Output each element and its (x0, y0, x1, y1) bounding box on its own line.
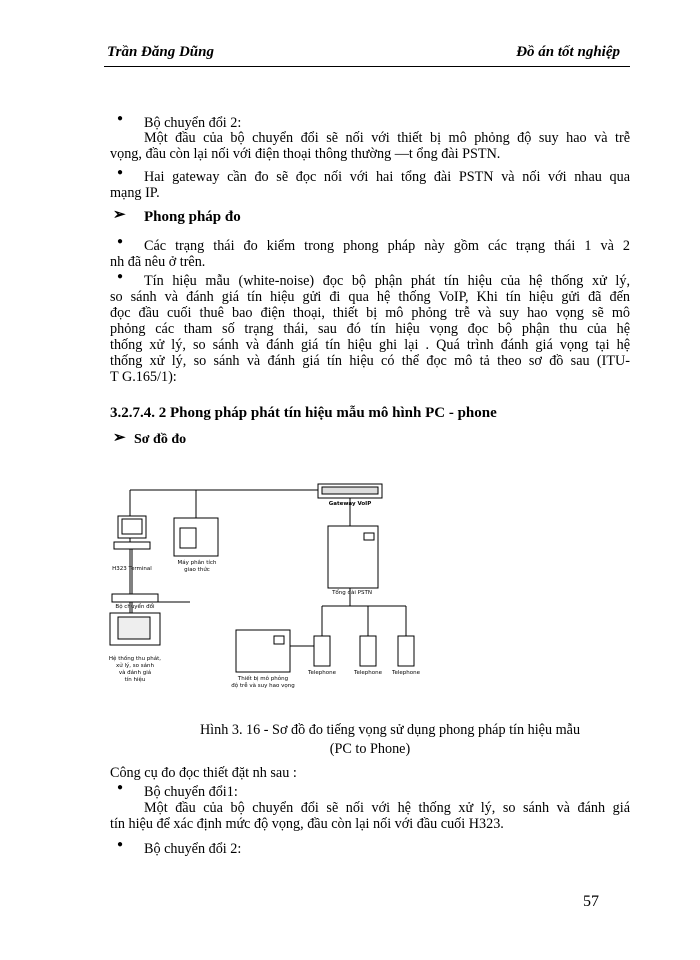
section-heading: 3.2.7.4. 2 Phong pháp phát tín hiệu mẫu mô hình PC - phone (110, 405, 497, 421)
bullet-icon: ● (117, 271, 124, 282)
system-label-1: Hệ thống thu phát, (108, 656, 162, 662)
method-heading: Phong pháp đo (144, 209, 241, 225)
analyzer-label-1: Máy phân tích (177, 560, 217, 566)
b3-line2: nh đã nêu ở trên. (110, 254, 206, 270)
header-title: Đồ án tốt nghiệp (516, 44, 620, 60)
analyzer-label-2: giao thức (184, 567, 210, 573)
b4-line6: thống xử lý, so sánh và đánh giá tín hiệu có thể đọc mô tả theo sơ đồ sau (ITU- (110, 353, 630, 369)
page-number: 57 (583, 893, 599, 910)
b4-line5: thống xử lý, so sánh và đánh giá tín hiệu ghi lại . Quá trình đánh giá vọng tại hệ (110, 337, 630, 353)
converter-label: Bộ chuyển đổi (115, 604, 155, 610)
bullet-icon: ● (117, 839, 124, 850)
header-author: Trần Đăng Dũng (107, 44, 214, 60)
b2-line1: Hai gateway cần đo sẽ đọc nối với hai tổng đài PSTN và nối với nhau qua (144, 169, 630, 185)
sim-label-2: độ trễ và suy hao vọng (231, 683, 295, 689)
arrow-bullet-icon: ➢ (113, 430, 126, 446)
phone-label-3: Telephone (392, 670, 420, 676)
gateway-label: Gateway VoIP (328, 501, 372, 507)
c1-line1: Một đầu của bộ chuyển đổi sẽ nối với hệ thống xử lý, so sánh và đánh giá (144, 800, 630, 816)
b4-line7: T G.165/1): (110, 369, 177, 385)
b1-line1: Một đầu của bộ chuyển đổi sẽ nối với thiết bị mô phỏng độ suy hao và trễ (144, 130, 630, 146)
arrow-bullet-icon: ➢ (113, 207, 126, 223)
b4-line2: so sánh và đánh giá tín hiệu gửi đi qua hệ thống VoIP, Khi tín hiệu gửi đã đến (110, 289, 630, 305)
b3-line1: Các trạng thái đo kiểm trong phong pháp này gồm các trạng thái 1 và 2 (144, 238, 630, 254)
terminal-label: H323 Terminal (112, 566, 152, 572)
figure-caption-line2: (PC to Phone) (329, 741, 411, 757)
bullet-icon: ● (117, 236, 124, 247)
bullet-icon: ● (117, 167, 124, 178)
phone-label-1: Telephone (308, 670, 336, 676)
b4-line3: đọc đầu cuối thuê bao điện thoại, thiết bị mô phỏng trễ và suy hao vọng sẽ mô (110, 305, 630, 321)
system-label-4: tín hiệu (124, 677, 146, 683)
tools-text: Công cụ đo đọc thiết đặt nh sau : (110, 765, 297, 781)
figure-caption-line1: Hình 3. 16 - Sơ đồ đo tiếng vọng sử dụng phong pháp tín hiệu mẫu (199, 722, 581, 738)
phone-label-2: Telephone (354, 670, 382, 676)
c1-line2: tín hiệu để xác định mức độ vọng, đầu còn lại nối với đầu cuối H323. (110, 816, 504, 832)
pstn-label: Tổng đài PSTN (332, 590, 372, 596)
b2-line2: mạng IP. (110, 185, 160, 201)
bullet-icon: ● (117, 782, 124, 793)
sim-label-1: Thiết bị mô phỏng (237, 676, 289, 682)
b1-title: Bộ chuyển đổi 2: (144, 115, 242, 131)
c2-title: Bộ chuyển đổi 2: (144, 841, 242, 857)
sub-heading: Sơ đồ đo (134, 432, 187, 447)
c1-title: Bộ chuyển đổi1: (144, 784, 238, 800)
system-label-2: xử lý, so sánh (116, 663, 154, 669)
b1-line2: vọng, đầu còn lại nối với điện thoại thông thường —t ổng đài PSTN. (110, 146, 501, 162)
header-rule (104, 66, 630, 67)
system-label-3: và đánh giá (118, 670, 152, 676)
b4-line1: Tín hiệu mẫu (white-noise) đọc bộ phận phát tín hiệu của hệ thống xử lý, (144, 273, 630, 289)
b4-line4: phỏng các tham số trạng thái, sau đó tín hiệu vọng đọc bộ phận thu của hệ (110, 321, 630, 337)
bullet-icon: ● (117, 113, 124, 124)
measurement-diagram (100, 476, 440, 716)
